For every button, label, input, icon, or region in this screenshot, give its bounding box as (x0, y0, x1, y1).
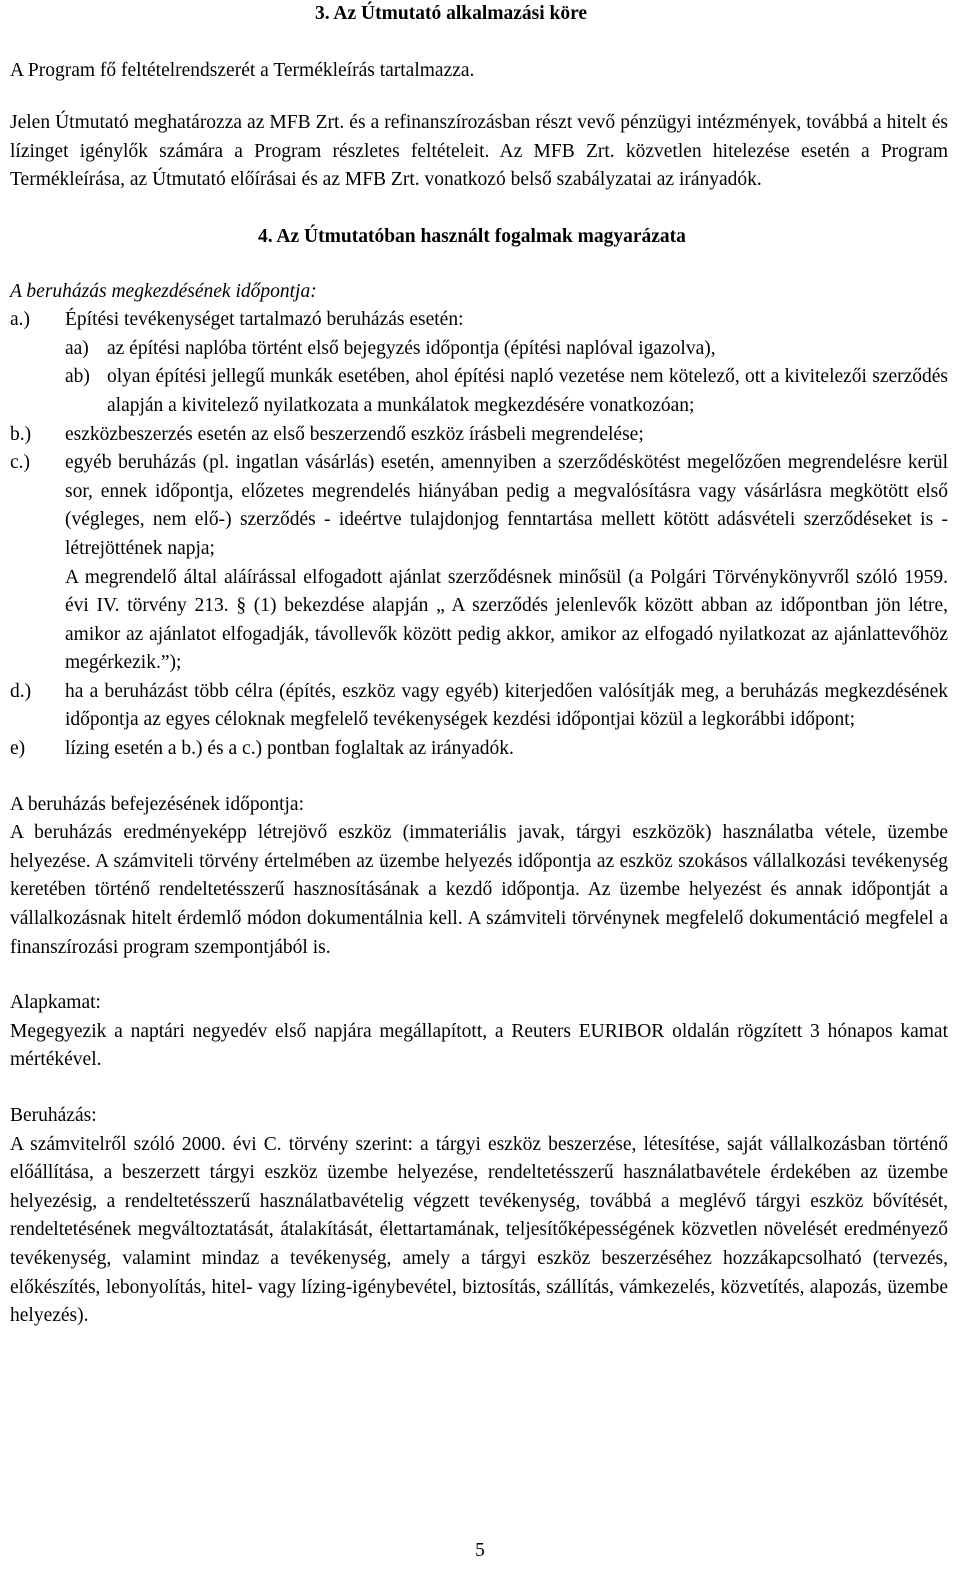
section-3-heading: 3. Az Útmutató alkalmazási köre (315, 3, 588, 24)
list-item-text: lízing esetén a b.) és a c.) pontban foglaltak az irányadók. (65, 738, 514, 760)
list-marker: c.) (10, 452, 31, 474)
list-item-text: Építési tevékenységet tartalmazó beruházás esetén: (65, 309, 464, 331)
list-item-text: ha a beruházást több célra (építés, eszköz vagy egyéb) kiterjedően valósítják meg, a beruházás megkezdésének időpontja az egyes céloknak megfelelő tevékenységek kezdési időpontjai közül a legkorábbi időpont; (65, 680, 948, 731)
beruhazas-text: A számvitelről szóló 2000. évi C. törvény szerint: a tárgyi eszköz beszerzése, létesítése, saját vállalkozásban történő előállítása, a beszerzett tárgyi eszköz üzembe helyezése, rendeltetésszerű használatbavétele érdekében az üzembe helyezésig, a rendeltetésszerű használatbavételig végzett tevékenység, továbbá a meglévő tárgyi eszköz bővítését, rendeltetésének megváltoztatását, átalakítását, élettartamának, teljesítőképességének közvetlen növelését eredményező tevékenység, valamint mindaz a tevékenység, amely a tárgyi eszköz beszerzéséhez hozzákapcsolható (tervezés, előkészítés, lebonyolítás, hitel- vagy lízing-igénybevétel, biztosítás, szállítás, vámkezelés, közvetítés, alapozás, üzembe helyezés). (10, 1133, 948, 1327)
section-3-paragraph-2: Jelen Útmutató meghatározza az MFB Zrt. és a refinanszírozásban részt vevő pénzügyi intézmények, továbbá a hitelt és lízinget igénylők számára a Program részletes feltételeit. Az MFB Zrt. közvetlen hitelezése esetén a Program Termékleírása, az Útmutató előírásai és az MFB Zrt. vonatkozó belső szabályzatai az irányadók. (10, 112, 948, 191)
list-item-b (10, 421, 948, 450)
list-marker: d.) (10, 680, 32, 702)
list-item-c-continued (10, 564, 948, 678)
list-item-text: eszközbeszerzés esetén az első beszerzendő eszköz írásbeli megrendelése; (65, 423, 644, 445)
list-marker: aa) (65, 337, 89, 359)
befejezes-text: A beruházás eredményeképp létrejövő eszköz (immateriális javak, tárgyi eszközök) használatba vétele, üzembe helyezése. A számviteli törvény értelmében az üzembe helyezés időpontja az eszköz szokásos vállalkozási tevékenység keretében történő rendeltetésszerű hasznosításának a kezdő időpontja. Az üzembe helyezést és annak időpontját a vállalkozásnak hitelt érdemlő módon dokumentálnia kell. A számviteli törvénynek megfelelő dokumentáció megfelel a finanszírozási program szempontjából is. (10, 822, 948, 958)
list-item-e (10, 735, 948, 764)
section-4-heading: 4. Az Útmutatóban használt fogalmak magyarázata (258, 225, 686, 247)
page-content (10, 0, 948, 1331)
kezdes-title: A beruházás megkezdésének időpontja: (10, 280, 317, 302)
befejezes-title: A beruházás befejezésének időpontja: (10, 793, 304, 815)
list-item-ab (10, 363, 948, 420)
list-item-text: egyéb beruházás (pl. ingatlan vásárlás) esetén, amennyiben a szerződéskötést megelőzően megrendelésre kerül sor, ennek időpontja, előzetes megrendelés hiányában pedig a megvalósításra vagy vásárlásra megkötött első (végleges, nem elő-) szerződés - ideértve tulajdonjog fenntartása mellett kötött adásvételi szerződéseket is - létrejöttének napja; (65, 452, 948, 559)
beruhazas-title: Beruházás: (10, 1105, 97, 1126)
list-item-d (10, 678, 948, 735)
list-item-aa (10, 335, 948, 364)
list-item-text: olyan építési jellegű munkák esetében, ahol építési napló vezetése nem kötelező, ott a kivitelezői szerződés alapján a kivitelező nyilatkozata a munkálatok megkezdésére vonatkozóan; (107, 366, 948, 416)
alapkamat-title: Alapkamat: (10, 992, 101, 1014)
list-item-c (10, 449, 948, 563)
list-item-a (10, 306, 948, 335)
list-marker: b.) (10, 423, 32, 445)
list-marker: a.) (10, 309, 31, 331)
list-marker: ab) (65, 366, 90, 388)
section-3-paragraph-1: A Program fő feltételrendszerét a Termékleírás tartalmazza. (10, 59, 475, 81)
list-item-text: A megrendelő által aláírással elfogadott ajánlat szerződésnek minősül (a Polgári Törvénykönyvről szóló 1959. évi IV. törvény 213. § (1) bekezdése alapján „ A szerződés jelenlevők között abban az időpontban jön létre, amikor az ajánlatot elfogadják, távollevők között pedig akkor, amikor az elfogadó nyilatkozat az ajánlattevőhöz megérkezik.”); (65, 566, 948, 674)
alapkamat-text: Megegyezik a naptári negyedév első napjára megállapított, a Reuters EURIBOR oldalán rögzített 3 hónapos kamat mértékével. (10, 1020, 948, 1071)
list-marker: e) (10, 738, 26, 760)
list-item-text: az építési naplóba történt első bejegyzés időpontja (építési naplóval igazolva), (107, 337, 716, 359)
page-number: 5 (475, 1540, 485, 1561)
